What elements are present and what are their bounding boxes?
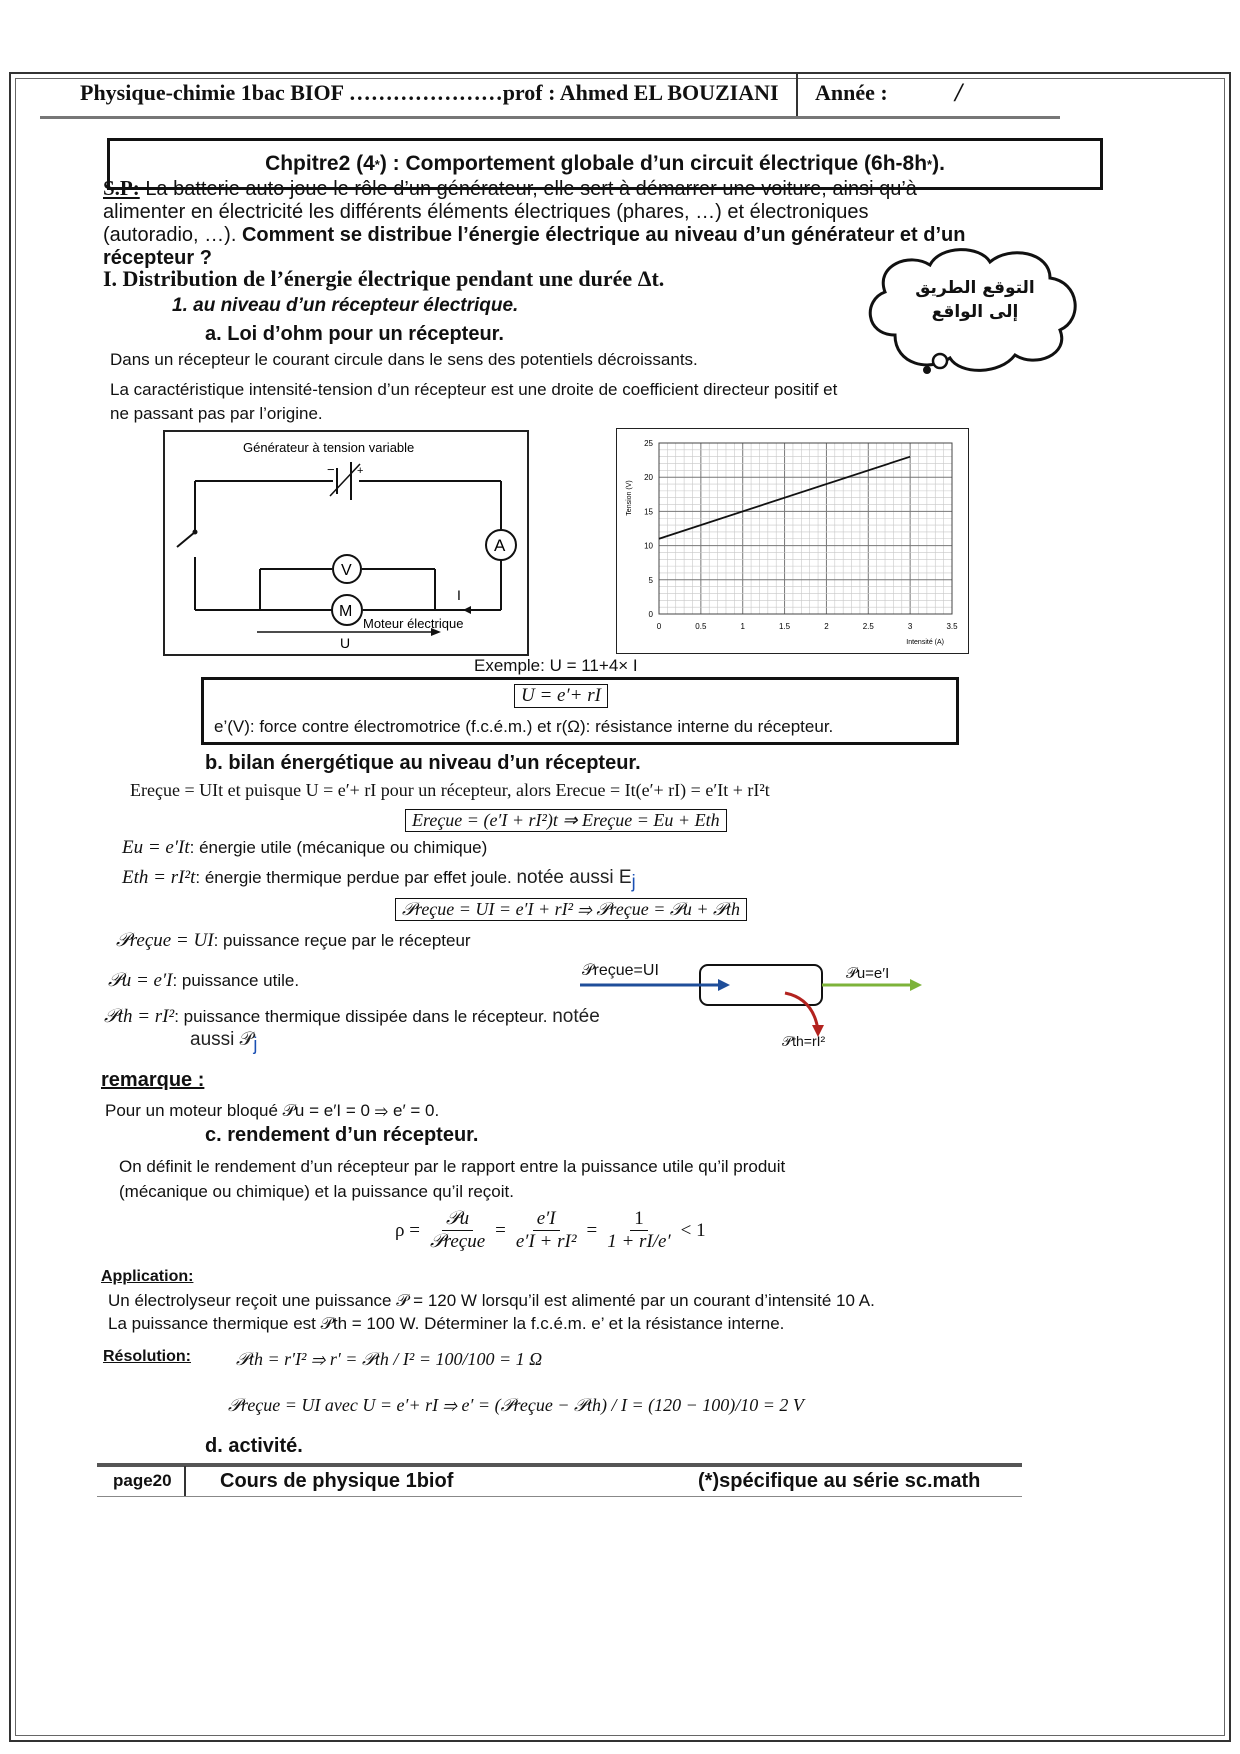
y-tick-label: 10 [644,541,653,551]
x-tick-label: 2.5 [862,622,874,631]
a-paragraph: Dans un récepteur le courant circule dans le sens des potentiels décroissants. La caractéristique intensité-tension d’un récepteur est une droite de coefficient directeur positif et ne passant pas par l’origine. [110,350,838,423]
b-line6: 𝒫reçue = UI: puissance reçue par le récepteur [116,930,471,951]
b-line2: Ereçue = (e′I + rI²)t ⇒ Ereçue = Eu + Eth [405,809,727,832]
header-year-value: / [955,78,963,107]
y-tick-label: 25 [644,439,653,448]
footer-page: page20 [113,1471,172,1490]
footer-course: Cours de physique 1biof [220,1470,454,1492]
y-tick-label: 15 [644,507,653,517]
efficiency-formula: ρ = 𝒫u 𝒫reçue = $\frac{e'I}{\text{e′I + rI²}}$ = $\frac{1}{1 + rI/e'}$ < 1 [395,1208,706,1252]
flow-out-label: 𝒫u=e′I [846,965,890,982]
x-tick-label: 3 [907,622,913,631]
section-1-title: I. Distribution de l’énergie électrique pendant une durée Δt. [103,266,665,291]
x-tick-label: 3.5 [946,622,958,631]
x-tick-label: 1 [740,622,745,631]
motor-caption: Moteur électrique [363,616,464,631]
c-paragraph: On définit le rendement d’un récepteur par le rapport entre la puissance utile qu’il produit (mécanique ou chimique) et la puissance qu’il reçoit. [119,1157,786,1201]
voltage-label: U [340,635,351,651]
subsection-1-title: 1. au niveau d’un récepteur électrique. [172,295,519,316]
remark-label: remarque : [101,1069,205,1091]
example-text: Exemple: U = 11+4× I [474,656,638,675]
motor-label: M [339,603,353,620]
b-line8: 𝒫th = rI²: puissance thermique dissipée dans le récepteur. notée [104,1006,600,1027]
chapter-title: Chpitre2 (4 * ) : Comportement globale d’un circuit électrique (6h-8h * ). [107,138,1103,190]
footer-note: (*)spécifique au série sc.math [698,1470,981,1492]
plot-area [659,443,952,614]
header-rule [40,116,1060,119]
c-title: c. rendement d’un récepteur. [205,1124,479,1146]
law-description: e’(V): force contre électromotrice (f.c.é.m.) et r(Ω): résistance interne du récepteur. [214,717,834,736]
y-tick-label: 5 [648,575,653,585]
d-title: d. activité. [205,1435,303,1457]
voltmeter-label: V [341,562,352,579]
flow-in-label: 𝒫reçue=UI [582,962,659,979]
ammeter-label: A [494,536,506,555]
resolution-line1: 𝒫th = r′I² ⇒ r′ = 𝒫th / I² = 100/100 = 1 Ω [236,1349,543,1369]
resolution-label: Résolution: [103,1348,191,1365]
x-tick-label: 0.5 [695,622,707,631]
application-label: Application: [101,1268,194,1285]
b-line8-cont: aussi 𝒫$_j$ [190,1029,258,1054]
situation-problem: S.P: La batterie auto joue le rôle d’un générateur, elle sert à démarrer une voiture, ainsi qu’à alimenter en électricité les différents éléments électriques (phares, …) et électroniques (autoradio, …). Comment se distribue l’énergie électrique au niveau d’un générateur et d’un récepteur ? [103,176,966,269]
current-label: I [457,587,461,603]
x-tick-label: 1.5 [779,622,791,631]
header-divider [796,72,798,116]
y-axis-label: Tension (V) [626,480,633,516]
flow-loss-label: 𝒫th=rI² [782,1033,826,1049]
law-formula: U = e′+ rI [514,684,608,708]
b-line5: 𝒫reçue = UI = e′I + rI² ⇒ 𝒫reçue = 𝒫u + 𝒫th [395,898,747,921]
x-tick-label: 2 [824,622,829,631]
generator-label: Générateur à tension variable [243,440,415,455]
header-year-label: Année : [815,80,888,105]
x-axis-label: Intensité (A) [906,639,944,646]
footer-rule [97,1463,1022,1467]
circuit-diagram [165,432,527,654]
b-line3: Eu = e′It: énergie utile (mécanique ou chimique) [122,837,488,858]
remark-text: Pour un moteur bloqué 𝒫u = e′I = 0 ⇒ e′ = 0. [105,1101,440,1120]
b-line1: Ereçue = UIt et puisque U = e′+ rI pour un récepteur, alors Erecue = It(e′+ rI) = e′It + rI²t [130,780,770,800]
b-line7: 𝒫u = e′I: puissance utile. [108,970,300,991]
b-line4: Eth = rI²t: énergie thermique perdue par effet joule. notée aussi $E_j$ [122,867,636,892]
x-tick-label: 0 [656,622,662,631]
b-title: b. bilan énergétique au niveau d’un récepteur. [205,752,641,774]
cloud-text: التوقع الطريق إلى الواقع [915,278,1035,322]
header-title: Physique-chimie 1bac BIOF …………………prof : Ahmed EL BOUZIANI [80,80,779,105]
circuit-figure [163,430,529,656]
resolution-line2: 𝒫reçue = UI avec U = e′+ rI ⇒ e′ = (𝒫reçue − 𝒫th) / I = (120 − 100)/10 = 2 V [228,1395,804,1415]
footer-divider [184,1466,186,1496]
footer-underline [97,1496,1022,1497]
y-tick-label: 0 [648,610,653,619]
chart-figure [616,428,969,654]
law-box [201,677,959,745]
application-text: Un électrolyseur reçoit une puissance 𝒫 = 120 W lorsqu’il est alimenté par un courant d’intensité 10 A. La puissance thermique est 𝒫th = 100 W. Déterminer la f.c.é.m. e’ et la résistance interne. [108,1291,875,1333]
characteristic-chart [617,429,967,652]
svg-text:−: − [327,462,335,477]
sp-label: S.P: [103,176,140,200]
a-title: a. Loi d’ohm pour un récepteur. [205,323,504,345]
y-tick-label: 20 [644,473,653,483]
svg-text:+: + [357,465,364,477]
